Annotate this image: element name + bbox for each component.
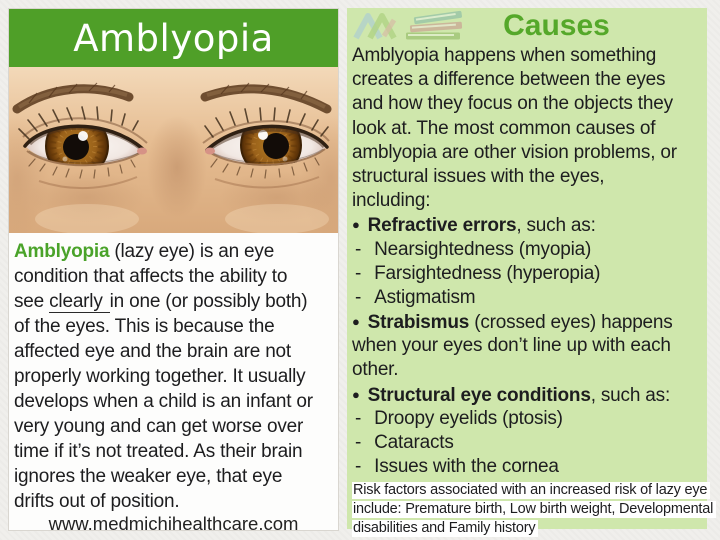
medmichi-logo-icon xyxy=(352,10,464,42)
amblyopia-panel xyxy=(8,8,339,534)
keyword-amblyopia: Amblyopia xyxy=(14,241,110,262)
description-line: time if it’s not treated. As their brain xyxy=(14,441,303,462)
description-line: of the eyes. This is because the xyxy=(14,316,275,337)
list-continuation-line: when your eyes don’t line up with each xyxy=(352,335,671,357)
intro-line: creates a difference between the eyes xyxy=(352,69,666,91)
list-sub-item: - Astigmatism xyxy=(355,286,476,308)
intro-line: look at. The most common causes of xyxy=(352,117,656,139)
list-bullet-item: ● Structural eye conditions, such as: xyxy=(352,384,671,406)
intro-line: Amblyopia happens when something xyxy=(352,45,657,66)
risk-note-line: disabilities and Family history xyxy=(352,519,703,538)
causes-panel xyxy=(347,8,714,537)
risk-note-line: Risk factors associated with an increased risk of lazy eye xyxy=(352,481,703,500)
description-line: develops when a child is an infant or xyxy=(14,391,313,412)
risk-note-line: include: Premature birth, Low birth weight, Developmental xyxy=(352,500,703,519)
description-line: affected eye and the brain are not xyxy=(14,341,292,362)
risk-note xyxy=(352,481,714,538)
list-sub-item: - Cataracts xyxy=(355,432,454,453)
causes-title: Causes xyxy=(503,9,610,42)
description-line: properly working together. It usually xyxy=(14,366,306,387)
dash-icon: - xyxy=(355,262,362,284)
intro-line: and how they focus on the objects they xyxy=(352,93,673,115)
description-line: ignores the weaker eye, that eye xyxy=(14,466,283,487)
amblyopia-description xyxy=(9,239,338,514)
description-line: very young and can get worse over xyxy=(14,416,304,437)
website-text: www.medmichihealthcare.com xyxy=(48,513,299,534)
list-bullet-item: ● Refractive errors, such as: xyxy=(352,215,596,237)
description-line: see clearly in one (or possibly both) xyxy=(14,291,308,312)
list-sub-item: - Droopy eyelids (ptosis) xyxy=(355,407,563,429)
bullet-icon: ● xyxy=(352,217,360,233)
list-continuation-line: other. xyxy=(352,359,399,381)
causes-list xyxy=(352,213,703,479)
list-sub-item: - Nearsightedness (myopia) xyxy=(355,238,592,260)
list-bullet-item: ● Strabismus (crossed eyes) happens xyxy=(352,312,673,334)
dash-icon: - xyxy=(355,286,362,308)
page-title: Amblyopia xyxy=(73,16,274,60)
description-line: condition that affects the ability to xyxy=(14,266,288,287)
causes-intro xyxy=(352,44,703,213)
description-line: Amblyopia (lazy eye) is an eye xyxy=(14,241,275,262)
list-sub-item: - Farsightedness (hyperopia) xyxy=(355,262,601,284)
intro-line: amblyopia are other vision problems, or xyxy=(352,141,677,163)
intro-line: structural issues with the eyes, xyxy=(352,165,605,187)
causes-header xyxy=(352,10,703,44)
intro-line: including: xyxy=(352,190,431,212)
underlined-clearly: clearly xyxy=(49,291,110,313)
list-sub-item: - Issues with the cornea xyxy=(355,456,559,478)
title-banner xyxy=(9,9,338,67)
dash-icon: - xyxy=(355,432,362,453)
dash-icon: - xyxy=(355,407,362,429)
eyes-illustration xyxy=(9,67,338,233)
description-line: drifts out of position. xyxy=(14,491,180,512)
bullet-icon: ● xyxy=(352,386,360,402)
dash-icon: - xyxy=(355,456,362,478)
dash-icon: - xyxy=(355,238,362,260)
bullet-icon: ● xyxy=(352,314,360,330)
